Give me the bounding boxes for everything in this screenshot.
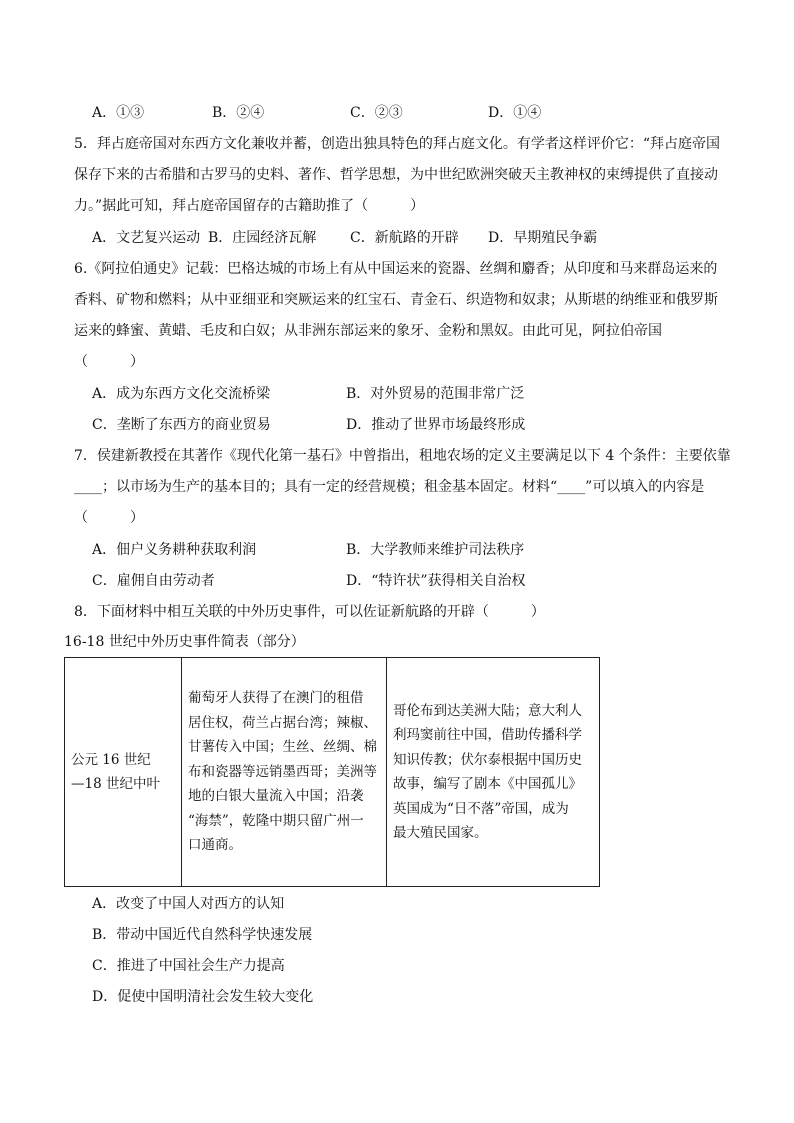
q6-stem-line: 6.《阿拉伯通史》记载：巴格达城的市场上有从中国运来的瓷器、丝绸和麝香；从印度和马来群岛运来的 (74, 261, 718, 277)
q6-stem-line: 香料、矿物和燃料；从中亚细亚和突厥运来的红宝石、青金石、织造物和奴隶；从斯堪的纳维亚和俄罗斯 (74, 292, 718, 308)
q6-option-c: C．垄断了东西方的商业贸易 (92, 417, 271, 433)
q7-stem-line: （ ） (74, 510, 144, 526)
q6-option-b: B．对外贸易的范围非常广泛 (346, 386, 525, 402)
q8-option-a: A．改变了中国人对西方的认知 (92, 896, 285, 912)
q7-option-c: C．雇佣自由劳动者 (92, 573, 215, 589)
table-caption: 16-18 世纪中外历史事件简表（部分） (64, 634, 305, 650)
q5-option-b: B．庄园经济瓦解 (208, 230, 317, 246)
q7-stem-line: ____；以市场为生产的基本目的；具有一定的经营规模；租金基本固定。材料“____”可以填入的内容是 (74, 479, 705, 495)
q5-stem-line: 力。”据此可知，拜占庭帝国留存的古籍助推了（ ） (74, 198, 425, 214)
q5-option-d: D．早期殖民争霸 (488, 230, 598, 246)
q4-option-a: A．①③ (92, 105, 145, 121)
q4-option-c: C．②③ (350, 105, 403, 121)
q8-option-b: B．带动中国近代自然科学快速发展 (92, 927, 313, 943)
q5-option-a: A．文艺复兴运动 (92, 230, 201, 246)
q7-option-d: D．“特许状”获得相关自治权 (346, 573, 526, 589)
q8-stem: 8．下面材料中相互关联的中外历史事件，可以佐证新航路的开辟（ ） (74, 604, 545, 620)
history-events-table (64, 657, 600, 887)
table-row (65, 658, 600, 887)
table-cell-china-events: 葡萄牙人获得了在澳门的租借 居住权，荷兰占据台湾；辣椒、 甘薯传入中国；生丝、丝绸、棉 布和瓷器等远销墨西哥；美洲等 地的白银大量流入中国；沿袭 “海禁”，乾隆中期只留广州一 口通商。 (182, 658, 387, 887)
table-cell-period: 公元 16 世纪 —18 世纪中叶 (65, 658, 182, 887)
q6-stem-line: （ ） (74, 354, 144, 370)
q4-option-b: B．②④ (212, 105, 265, 121)
q5-stem-line: 保存下来的古希腊和古罗马的史料、著作、哲学思想，为中世纪欧洲突破天主教神权的束缚提供了直接动 (74, 167, 718, 183)
q7-option-b: B．大学教师来维护司法秩序 (346, 542, 525, 558)
table-cell-world-events: 哥伦布到达美洲大陆；意大利人 利玛窦前往中国，借助传播科学 知识传教；伏尔泰根据中国历史 故事，编写了剧本《中国孤儿》 英国成为“日不落”帝国，成为 最大殖民国家。 (387, 658, 600, 887)
q7-stem-line: 7．侯建新教授在其著作《现代化第一基石》中曾指出，租地农场的定义主要满足以下 4 个条件：主要依靠 (74, 448, 731, 464)
q6-option-d: D．推动了世界市场最终形成 (346, 417, 526, 433)
q6-stem-line: 运来的蜂蜜、黄蜡、毛皮和白奴；从非洲东部运来的象牙、金粉和黑奴。由此可见，阿拉伯帝国 (74, 323, 662, 339)
q4-option-d: D．①④ (488, 105, 542, 121)
q8-option-c: C．推进了中国社会生产力提高 (92, 958, 285, 974)
q6-option-a: A．成为东西方文化交流桥梁 (92, 386, 271, 402)
q5-stem-line: 5．拜占庭帝国对东西方文化兼收并蓄，创造出独具特色的拜占庭文化。有学者这样评价它：“拜占庭帝国 (74, 136, 721, 152)
q8-option-d: D．促使中国明清社会发生较大变化 (92, 989, 314, 1005)
q5-option-c: C．新航路的开辟 (350, 230, 459, 246)
q7-option-a: A．佃户义务耕种获取利润 (92, 542, 257, 558)
